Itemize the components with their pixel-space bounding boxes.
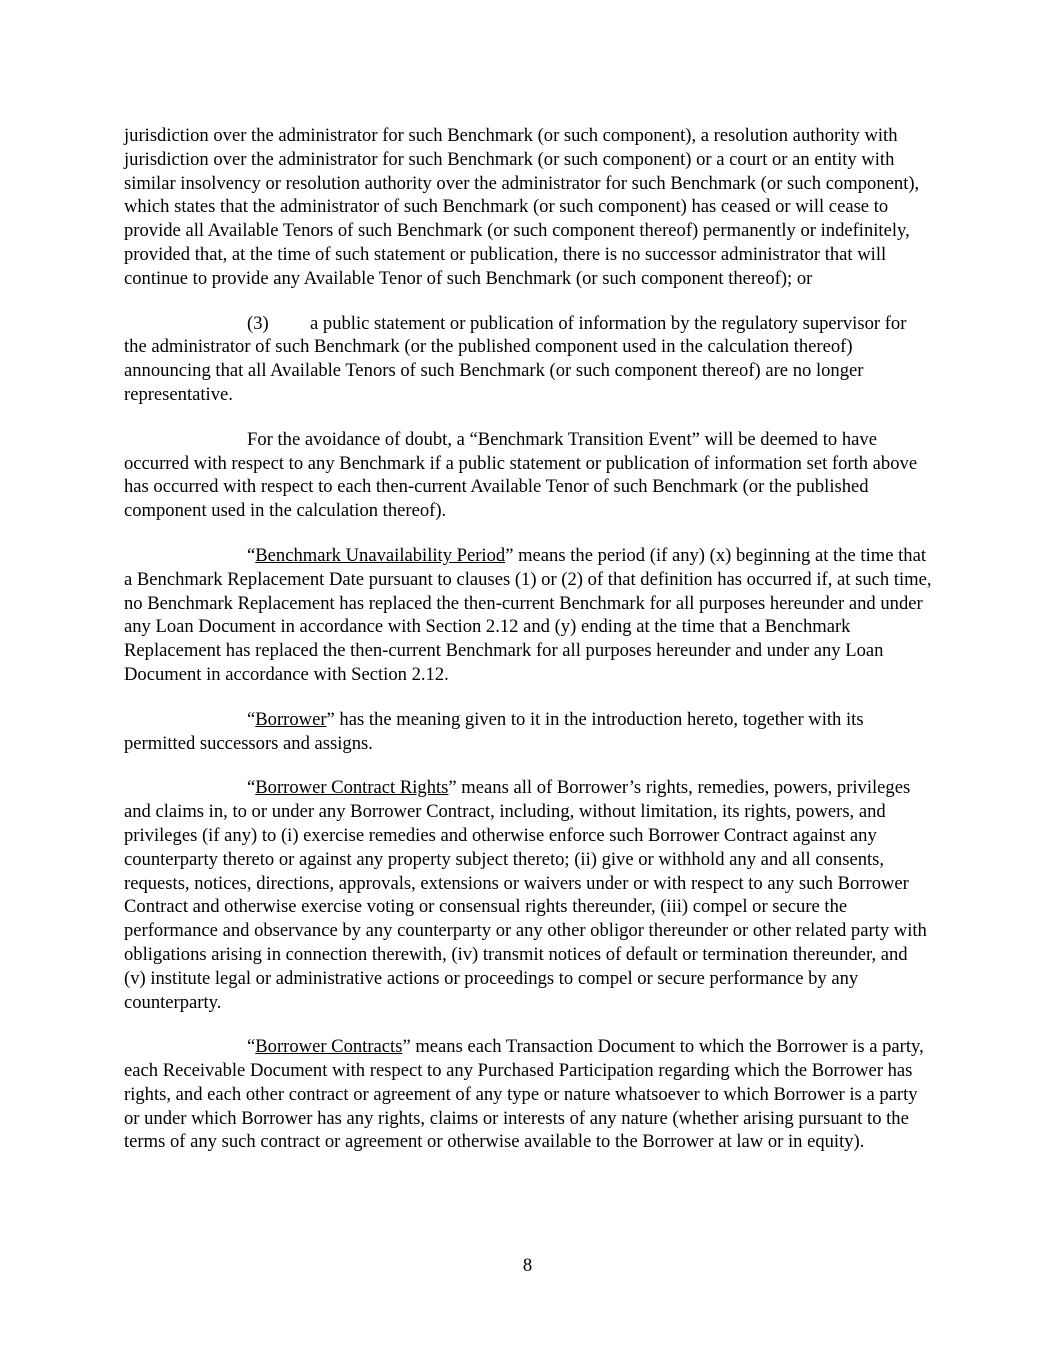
- defined-term: Borrower Contracts: [255, 1036, 403, 1058]
- definition-borrower: [124, 708, 932, 756]
- paragraph-clause-3: [124, 312, 932, 407]
- definition-borrower-contract-rights: [124, 776, 932, 1014]
- defined-term: Borrower Contract Rights: [255, 777, 449, 799]
- paragraph-continuation: [124, 124, 932, 291]
- page-number: 8: [522, 1255, 533, 1276]
- paragraph-text: a public statement or publication of information by the regulatory supervisor for the administrator of such Benchmark (or the published component used in the calculation thereof) announcing that all Available Tenors of such Benchmark (or such component thereof) are no longer representative.: [124, 312, 907, 405]
- definition-text: ” means each Transaction Document to which the Borrower is a party, each Receivable Document with respect to any Purchased Participation regarding which the Borrower has rights, and each other contract or agreement of any type or nature whatsoever to which Borrower is a party or under which Borrower has any rights, claims or interests of any nature (whether arising pursuant to the terms of any such contract or agreement or otherwise available to the Borrower at law or in equity).: [124, 1036, 924, 1153]
- definition-text: ” means the period (if any) (x) beginning at the time that a Benchmark Replacement Date pursuant to clauses (1) or (2) of that definition has occurred if, at such time, no Benchmark Replacement has replaced the then-current Benchmark for all purposes hereunder and under any Loan Document in accordance with Section 2.12 and (y) ending at the time that a Benchmark Replacement has replaced the then-current Benchmark for all purposes hereunder and under any Loan Document in accordance with Section 2.12.: [124, 544, 932, 685]
- definition-borrower-contracts: [124, 1035, 932, 1154]
- paragraph-avoidance-of-doubt: [124, 428, 932, 523]
- defined-term: Borrower: [255, 708, 327, 730]
- definition-text: ” means all of Borrower’s rights, remedies, powers, privileges and claims in, to or under any Borrower Contract, including, without limitation, its rights, powers, and privileges (if any) to (i) exercise remedies and otherwise enforce such Borrower Contract against any counterparty thereto or against any property subject thereto; (ii) give or withhold any and all consents, requests, notices, directions, approvals, extensions or waivers under or with respect to any such Borrower Contract and otherwise exercise voting or consensual rights thereunder, (iii) compel or secure the performance and observance by any counterparty or any other obligor thereunder or other related party with obligations arising in connection therewith, (iv) transmit notices of default or termination thereunder, and (v) institute legal or administrative actions or proceedings to compel or secure performance by any counterparty.: [124, 777, 927, 1013]
- open-quote: “: [247, 1036, 256, 1058]
- definition-benchmark-unavailability-period: [124, 544, 932, 687]
- paragraph-text: jurisdiction over the administrator for such Benchmark (or such component), a resolution authority with jurisdiction over the administrator for such Benchmark (or such component) or a court or an entity with similar insolvency or resolution authority over the administrator for such Benchmark (or such component), which states that the administrator of such Benchmark (or such component) has ceased or will cease to provide all Available Tenors of such Benchmark (or such component thereof) permanently or indefinitely, provided that, at the time of such statement or publication, there is no successor administrator that will continue to provide any Available Tenor of such Benchmark (or such component thereof); or: [124, 125, 920, 289]
- defined-term: Benchmark Unavailability Period: [255, 544, 506, 566]
- document-body: [124, 124, 932, 1175]
- paragraph-text: For the avoidance of doubt, a “Benchmark Transition Event” will be deemed to have occurred with respect to any Benchmark if a public statement or publication of information set forth above has occurred with respect to each then-current Available Tenor of such Benchmark (or the published component used in the calculation thereof).: [124, 428, 918, 522]
- definition-text: ” has the meaning given to it in the introduction hereto, together with its permitted successors and assigns.: [124, 708, 864, 754]
- open-quote: “: [247, 708, 256, 730]
- open-quote: “: [247, 544, 256, 566]
- open-quote: “: [247, 777, 256, 799]
- clause-number: (3): [247, 312, 269, 334]
